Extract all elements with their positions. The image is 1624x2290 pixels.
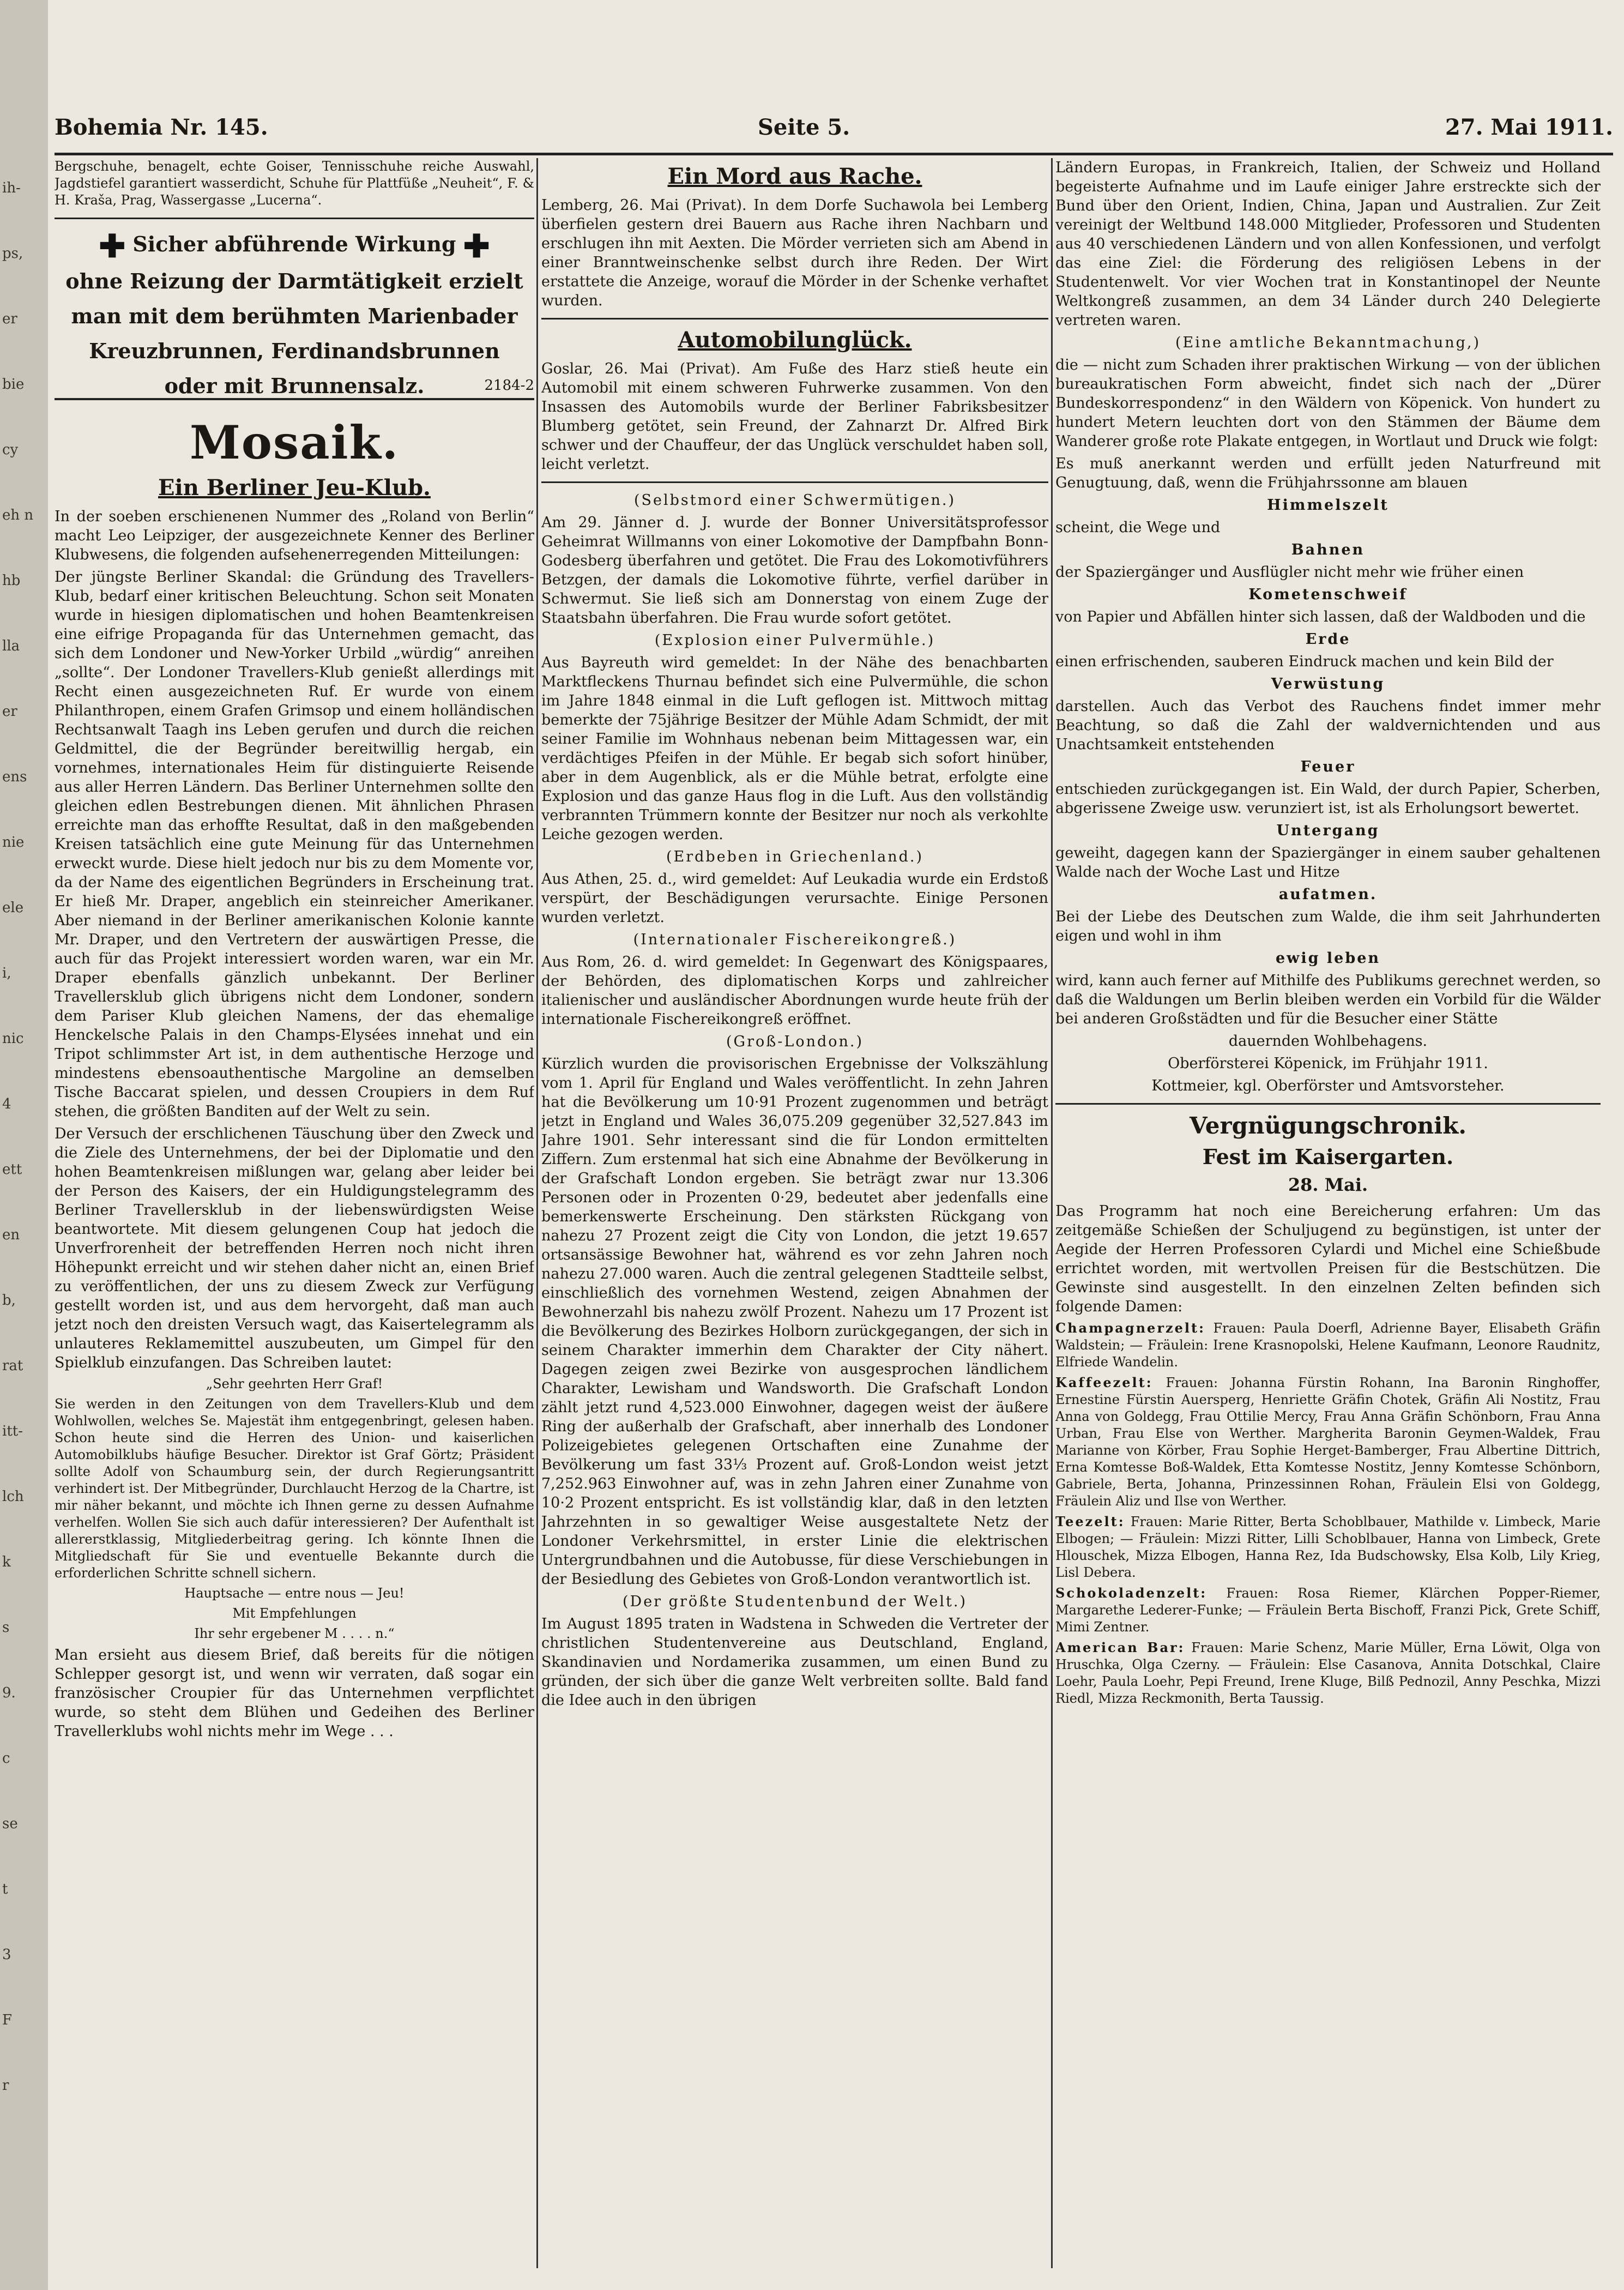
ad-line: oder mit Brunnensalz. bbox=[164, 373, 425, 398]
news-items bbox=[541, 491, 1048, 1710]
article-title: Automobilunglück. bbox=[678, 327, 912, 353]
letter-line: Mit Empfehlungen bbox=[232, 1605, 357, 1621]
paragraph: Kürzlich wurden die provisorischen Ergebnisse der Volkszählung vom 1. April für England und Wales veröffentlicht. In zehn Jahren hat die Bevölkerung um 10·91 Prozent zugenommen und beträgt jetzt in England und Wales 36,075.209 gegenüber 32,527.843 im Jahre 1901. Sehr interessant sind die für London ermittelten Ziffern. Zum erstenmal hat sich eine Abnahme der Bevölkerung in der Grafschaft London ergeben. Sie beträgt zwar nur 13.306 Personen oder in Prozenten 0·29, bedeutet aber jedenfalls eine bemerkenswerte Erscheinung. Den stärksten Rückgang von nahezu 27 Prozent zeigt die City von London, die jetzt 19.657 ortsansässige Bewohner hat, während es vor zehn Jahren noch nahezu 27.000 waren. Auch die zentral gelegenen Stadtteile selbst, einschließlich des vornehmen Westend, zeigen Abnahmen der Bewohnerzahl bis nahezu zwölf Prozent. Nahezu um 17 Prozent ist die Bevölkerung des Bezirkes Holborn zurückgegangen, der sich in seinem Charakter immerhin dem Charakter der City nähert. Dagegen zeigen zwei Bezirke von ausgesprochen ländlichem Charakter, Lewisham und Wandsworth. Die Grafschaft London zählt jetzt rund 4,523.000 Einwohner, dagegen weist der äußere Ring der außerhalb der Grafschaft, aber innerhalb des Londoner Polizeigebietes gelegenen Ortschaften eine Zunahme der Bevölkerung um fast 33⅓ Prozent auf. Groß-London weist jetzt 7,252.963 Einwohner auf, was in zehn Jahren einer Zunahme von 10·2 Prozent entspricht. Es ist vollständig klar, daß in den letzten Jahrzehnten in so gewaltiger Weise ausgestaltete Netz der Londoner Verkehrsmittel, in erster Linie die elektrischen Untergrundbahnen und die Autobusse, für diese Verschiebungen in der Besiedlung des Gebietes von Groß-London verantwortlich ist. bbox=[541, 1056, 1048, 1588]
tent-hostesses: Frauen: Paula Doerfl, Adrienne Bayer, Elisabeth Gräfin Waldstein; — Fräulein: Irene Krasnopolski, Helene Kaufmann, Leonore Raudnitz, Elfriede Wandelin. bbox=[1055, 1321, 1601, 1370]
edge-fragment: er bbox=[2, 703, 17, 720]
paragraph: Der jüngste Berliner Skandal: die Gründung des Travellers-Klub, bedarf einer kritischen Beleuchtung. Schon seit Monaten wurde in hiesigen diplomatischen und hohen Beamtenkreisen eine eifrige Propaganda für das Unternehmen gemacht, das sich dem Londoner und New-Yorker Urbild „würdig“ anreihen „sollte“. Der Londoner Travellers-Klub genießt allerdings mit Recht einen ausgezeichneten Ruf. Er wurde von einem Philanthropen, einem Grafen Grimsop und einem holländischen Rechtsanwalt Taagh ins Leben gerufen und durch die reichen Geldmittel, die der Begründer bereitwillig hergab, ein vornehmes, internationales Heim für distinguierte Reisende aus aller Herren Ländern. Das Berliner Unternehmen sollte den gleichen edlen Bestrebungen dienen. Mit ähnlichen Phrasen erreichte man das erhoffte Resultat, daß in den maßgebenden Kreisen tatsächlich eine gute Meinung für das Unternehmen erweckt wurde. Diese hielt jedoch nur bis zu dem Momente vor, da der Name des eigentlichen Begründers in Erscheinung trat. Er hieß Mr. Draper, angeblich ein steinreicher Amerikaner. Aber niemand in der Berliner amerikanischen Kolonie kannte Mr. Draper, und den Vertretern der auswärtigen Presse, die auch für das Projekt interessiert worden waren, war ein Mr. Draper ebenfalls gänzlich unbekannt. Der Berliner Travellersklub glich übrigens nicht dem Londoner, sondern dem Pariser Klub gleichen Namens, der das ehemalige Henckelsche Palais in den Champs-Elysées innehat und ein Tripot schlimmster Art ist, in dem authentische Herzoge und mindestens ebensoauthentische Margoline an demselben Tische Baccarat spielen, und dessen Croupiers in dem Ruf stehen, die größten Banditen auf der Welt zu sein. bbox=[55, 568, 534, 1120]
ad-text: Bergschuhe, benagelt, echte Goiser, Tennisschuhe reiche Auswahl, Jagdstiefel garantiert wasserdicht, Schuhe für Plattfüße „Neuheit“, F. & H. Kraša, Prag, Wassergasse „Lucerna“. bbox=[55, 159, 534, 208]
edge-fragment: lla bbox=[2, 638, 20, 654]
item-heading: (Erdbeben in Griechenland.) bbox=[666, 848, 924, 865]
ad-line: man mit dem berühmten Marienbader bbox=[71, 303, 518, 328]
paragraph: Ländern Europas, in Frankreich, Italien, der Schweiz und Holland begeisterte Aufnahme und im Laufe einiger Jahre erstreckte sich der Bund über den Orient, Indien, China, Japan und Australien. Zur Zeit vereinigt der Weltbund 148.000 Mitglieder, Professoren und Studenten aus 40 verschiedenen Ländern und von allen Konfessionen, und verfolgt das eine Ziel: die Förderung des religiösen Lebens in der Studentenwelt. Vor vier Wochen trat in Konstantinopel der Neunte Weltkongreß zusammen, an dem 34 Länder durch 240 Delegierte vertreten waren. bbox=[1055, 159, 1601, 329]
notice-keyword: ewig leben bbox=[1275, 950, 1381, 967]
tent-name: Champagnerzelt: bbox=[1055, 1320, 1205, 1336]
article-title: Fest im Kaisergarten. bbox=[1202, 1144, 1454, 1169]
paragraph: Man ersieht aus diesem Brief, daß bereits für die nötigen Schlepper gesorgt ist, und wenn wir verraten, daß sogar ein französischer Croupier für das Unternehmen verpflichtet wurde, so steht dem Blühen und Gedeihen des Berliner Travellerklubs wohl nichts mehr im Wege . . . bbox=[55, 1646, 534, 1740]
ad-line: Sicher abführende Wirkung bbox=[132, 232, 456, 256]
edge-fragment: hb bbox=[2, 572, 21, 589]
edge-fragment: rat bbox=[2, 1358, 23, 1374]
notice-line: scheint, die Wege und bbox=[1055, 519, 1221, 536]
edge-fragment: eh n bbox=[2, 507, 34, 523]
tent-entry bbox=[1055, 1374, 1601, 1510]
paragraph: In der soeben erschienenen Nummer des „Roland von Berlin“ macht Leo Leipziger, der ausgezeichnete Kenner des Berliner Klubwesens, die folgenden aufsehenerregenden Mitteilungen: bbox=[55, 508, 534, 563]
notice-line: wird, kann auch ferner auf Mithilfe des Publikums gerechnet werden, so daß die Waldungen um Berlin bleiben werden ein Vorbild für die Wälder bei anderen Großstädten und für die Besucher einer Stätte bbox=[1055, 972, 1601, 1027]
adjacent-page-edge bbox=[0, 0, 48, 2290]
edge-fragment: 3 bbox=[2, 1946, 11, 1963]
notice-line: Bei der Liebe des Deutschen zum Walde, die ihm seit Jahrhunderten eigen und wohl in ihm bbox=[1055, 908, 1601, 944]
tent-name: Teezelt: bbox=[1055, 1514, 1125, 1529]
edge-fragment: ett bbox=[2, 1161, 22, 1178]
item-heading: (Internationaler Fischereikongreß.) bbox=[633, 931, 957, 948]
issue-number: Bohemia Nr. 145. bbox=[55, 114, 268, 140]
notice-line: einen erfrischenden, sauberen Eindruck machen und kein Bild der bbox=[1055, 653, 1554, 670]
item-heading: (Der größte Studentenbund der Welt.) bbox=[623, 1593, 967, 1610]
item-heading: (Explosion einer Pulvermühle.) bbox=[654, 632, 935, 649]
article-title: Ein Mord aus Rache. bbox=[667, 164, 922, 189]
paragraph: Lemberg, 26. Mai (Privat). In dem Dorfe Suchawola bei Lemberg überfielen gestern drei Bauern aus Rache ihren Nachbarn und erschlugen ihn mit Aexten. Die Mörder verrieten sich am Abend in einer Branntweinschenke selbst durch ihre Reden. Der Wirt erstattete die Anzeige, worauf die Mörder in der Schenke verhaftet wurden. bbox=[541, 197, 1048, 309]
ad-line: Kreuzbrunnen, Ferdinandsbrunnen bbox=[89, 338, 500, 363]
edge-fragment: ele bbox=[2, 900, 24, 916]
edge-fragment: k bbox=[2, 1554, 11, 1570]
edge-fragment: F bbox=[2, 2012, 13, 2028]
edge-fragment: r bbox=[2, 2077, 9, 2094]
edge-fragment: se bbox=[2, 1816, 18, 1832]
tent-entry bbox=[1055, 1319, 1601, 1371]
edge-fragment: t bbox=[2, 1881, 8, 1897]
edge-fragment: b, bbox=[2, 1292, 16, 1309]
ad-number: 2184-2 bbox=[484, 377, 534, 394]
section-title: Mosaik. bbox=[189, 415, 400, 469]
paragraph: Der Versuch der erschlichenen Täuschung über den Zweck und die Ziele des Unternehmens, der bei der Diplomatie und den hohen Beamtenkreisen mißlungen war, gelang aber leider bei der Person des Kaisers, der ein Huldigungstelegramm des Berliner Travellersklub in der liebenswürdigsten Weise beantwortete. Mit diesem gelungenen Coup hat jedoch die Unverfrorenheit der betreffenden Herren noch nicht ihren Höhepunkt erreicht und wir stehen daher nicht an, einen Brief zu veröffentlichen, der uns zu diesem Zweck zur Verfügung gestellt worden ist, und aus dem hervorgeht, daß man auch jetzt noch den dreisten Versuch wagt, das Kaisertelegramm als unlauteres Reklamemittel auszubeuten, um Gimpel für den Spielklub einzufangen. Das Schreiben lautet: bbox=[55, 1125, 534, 1371]
mineral-water-advertisement bbox=[55, 227, 534, 400]
section-title: Vergnügungschronik. bbox=[1190, 1112, 1466, 1139]
edge-fragment: 4 bbox=[2, 1096, 11, 1112]
divider bbox=[541, 481, 1048, 483]
notice-line: der Spaziergänger und Ausflügler nicht mehr wie früher einen bbox=[1055, 564, 1524, 581]
edge-fragment: ens bbox=[2, 769, 27, 785]
tent-entry bbox=[1055, 1584, 1601, 1636]
edge-fragment: en bbox=[2, 1227, 20, 1243]
column-3 bbox=[1055, 158, 1601, 2268]
column-rule bbox=[1051, 158, 1053, 2268]
tent-hostesses: Frauen: Marie Schenz, Marie Müller, Erna Löwit, Olga von Hruschka, Olga Czerny. — Fräulein: Else Casanova, Annita Dotschkal, Claire Loehr, Paula Loehr, Pepi Freund, Irene Kluge, Bilß Pednozil, Anny Peschka, Mizzi Riedl, Mizza Reckmonith, Berta Taussig. bbox=[1055, 1640, 1601, 1706]
edge-fragment: ps, bbox=[2, 245, 23, 262]
edge-fragment: itt- bbox=[2, 1423, 23, 1439]
edge-fragment: 9. bbox=[2, 1685, 16, 1701]
notice-line: geweiht, dagegen kann der Spaziergänger in einem sauber gehaltenen Walde nach der Woche Last und Hitze bbox=[1055, 845, 1601, 881]
tent-hostesses: Frauen: Marie Ritter, Berta Schoblbauer, Mathilde v. Limbeck, Marie Elbogen; — Fräulein: Mizzi Ritter, Lilli Schoblbauer, Hanna von Limbeck, Grete Hlouschek, Mizza Elbogen, Hanna Rez, Ida Budschowsky, Elsa Kolb, Lily Krieg, Lisl Debera. bbox=[1055, 1514, 1601, 1580]
notice-keyword: Untergang bbox=[1276, 822, 1380, 839]
ad-line: ohne Reizung der Darmtätigkeit erzielt bbox=[65, 268, 523, 293]
item-heading: (Groß-London.) bbox=[726, 1033, 864, 1050]
edge-fragment: er bbox=[2, 311, 17, 327]
notice-line: Kottmeier, kgl. Oberförster und Amtsvorsteher. bbox=[1151, 1077, 1505, 1094]
notice-line: dauernden Wohlbehagens. bbox=[1228, 1033, 1428, 1050]
letter-signature: Ihr sehr ergebener M . . . . n.“ bbox=[194, 1625, 395, 1641]
paragraph: die — nicht zum Schaden ihrer praktischen Wirkung — von der üblichen bureaukratischen Form abweicht, findet sich nach der „Dürer Bundeskorrespondenz“ in den Wäldern von Köpenick. Von hundert zu hundert Metern leuchten dort von den Stämmen der Bäume dem Wanderer große rote Plakate entgegen, in Wortlaut und Druck wie folgt: bbox=[1055, 357, 1601, 450]
column-2 bbox=[541, 158, 1048, 2268]
edge-fragment: cy bbox=[2, 442, 19, 458]
newspaper-page bbox=[48, 0, 1624, 2290]
edge-fragment: s bbox=[2, 1619, 10, 1636]
notice-keyword: Erde bbox=[1305, 631, 1351, 648]
notice-line: von Papier und Abfällen hinter sich lassen, daß der Waldboden und die bbox=[1055, 608, 1586, 625]
page-header bbox=[55, 114, 1613, 155]
paragraph: Goslar, 26. Mai (Privat). Am Fuße des Harz stieß heute ein Automobil mit einem schweren Fuhrwerke zusammen. Von den Insassen des Automobils wurde der Berliner Fabriksbesitzer Blumberg getötet, sein Freund, der Zahnarzt Dr. Alfred Birk schwer und der Chauffeur, der das Unglück verschuldet haben soll, leicht verletzt. bbox=[541, 360, 1048, 473]
column-1 bbox=[55, 158, 534, 2268]
edge-fragment: nie bbox=[2, 834, 25, 851]
paragraph: Aus Rom, 26. d. wird gemeldet: In Gegenwart des Königspaares, der Behörden, des diplomatischen Korps und zahlreicher italienischer und ausländischer Abordnungen wurde heute früh der internationale Fischereikongreß eröffnet. bbox=[541, 954, 1048, 1028]
notice-line: darstellen. Auch das Verbot des Rauchens findet immer mehr Beachtung, so daß die Zahl der waldvernichtenden und aus Unachtsamkeit entstehenden bbox=[1055, 698, 1601, 753]
ad-headline bbox=[55, 227, 534, 264]
letter-salutation: „Sehr geehrten Herr Graf! bbox=[206, 1376, 383, 1391]
paragraph: Im August 1895 traten in Wadstena in Schweden die Vertreter der christlichen Studentenvereine aus Deutschland, England, Skandinavien und Nordamerika zusammen, um einen Bund zu gründen, der sich über die ganze Welt verbreiten sollte. Bald fand die Idee auch in den übrigen bbox=[541, 1616, 1048, 1709]
page-number: Seite 5. bbox=[758, 114, 850, 140]
tent-name: Kaffeezelt: bbox=[1055, 1375, 1153, 1390]
item-heading: (Selbstmord einer Schwermütigen.) bbox=[634, 492, 956, 509]
forest-notice bbox=[1055, 454, 1601, 1095]
edge-fragment: nic bbox=[2, 1030, 24, 1047]
notice-keyword: Bahnen bbox=[1291, 541, 1365, 558]
tent-name: Schokoladenzelt: bbox=[1055, 1585, 1208, 1601]
notice-line: entschieden zurückgegangen ist. Ein Wald, der durch Papier, Scherben, abgerissene Zweige usw. verunziert ist, ist als Erholungsort bewertet. bbox=[1055, 781, 1601, 817]
paragraph: Aus Bayreuth wird gemeldet: In der Nähe des benachbarten Marktfleckens Thurnau befindet sich eine Pulvermühle, die schon im Jahre 1848 einmal in die Luft geflogen ist. Mittwoch mittag bemerkte der 75jährige Besitzer der Mühle Adam Schmidt, der mit seiner Familie im Wohnhaus nebenan beim Mittagessen war, ein verdächtiges Pfeifen in der Mühle. Er begab sich sofort hinüber, aber in dem Augenblick, als er die Mühle betrat, erfolgte eine Explosion und das ganze Haus flog in die Luft. Aus den vollständig verbrannten Trümmern konnte der Besitzer nur noch als verkohlte Leiche gezogen werden. bbox=[541, 654, 1048, 843]
column-rule bbox=[536, 158, 538, 2268]
tent-entry bbox=[1055, 1639, 1601, 1707]
notice-keyword: Kometenschweif bbox=[1248, 586, 1408, 603]
notice-keyword: Verwüstung bbox=[1271, 676, 1385, 692]
edge-fragment: i, bbox=[2, 965, 11, 981]
tent-list bbox=[1055, 1319, 1601, 1707]
notice-keyword: Feuer bbox=[1300, 758, 1356, 775]
tent-name: American Bar: bbox=[1055, 1640, 1185, 1655]
edge-fragment: ih- bbox=[2, 180, 21, 196]
item-heading: (Eine amtliche Bekanntmachung,) bbox=[1175, 334, 1481, 351]
edge-fragment: bie bbox=[2, 376, 25, 393]
cross-icon: ✚ bbox=[99, 227, 126, 265]
divider bbox=[541, 318, 1048, 320]
notice-keyword: aufatmen. bbox=[1278, 886, 1378, 903]
notice-keyword: Himmelszelt bbox=[1267, 497, 1389, 514]
event-date: 28. Mai. bbox=[1288, 1174, 1368, 1195]
letter-line: Hauptsache — entre nous — Jeu! bbox=[184, 1585, 405, 1601]
divider bbox=[1055, 1103, 1601, 1105]
paragraph: Am 29. Jänner d. J. wurde der Bonner Universitätsprofessor Geheimrat Willmanns von einer Lokomotive der Dampfbahn Bonn-Godesberg überfahren und getötet. Die Frau des Lokomotivführers Betzgen, der damals die Lokomotive führte, verfiel darüber in Schwermut. Sie ließ sich am Donnerstag von einem Zuge der Staatsbahn überfahren. Die Frau wurde sofort getötet. bbox=[541, 514, 1048, 626]
notice-line: Es muß anerkannt werden und erfüllt jeden Naturfreund mit Genugtuung, daß, wenn die Frühjahrssonne am blauen bbox=[1055, 455, 1601, 491]
shoe-advertisement bbox=[55, 158, 534, 219]
edge-fragment: lch bbox=[2, 1488, 24, 1505]
article-title: Ein Berliner Jeu-Klub. bbox=[158, 474, 431, 501]
issue-date: 27. Mai 1911. bbox=[1445, 114, 1613, 140]
tent-hostesses: Frauen: Rosa Riemer, Klärchen Popper-Riemer, Margarethe Lederer-Funke; — Fräulein Berta Bischoff, Franzi Pick, Grete Schiff, Mimi Zentner. bbox=[1055, 1586, 1601, 1635]
tent-hostesses: Frauen: Johanna Fürstin Rohann, Ina Baronin Ringhoffer, Ernestine Fürstin Auersperg, Henriette Gräfin Chotek, Gräfin Ali Nostitz, Frau Anna von Goldegg, Frau Ottilie Mercy, Frau Anna Gräfin Schönborn, Frau Anna Urban, Frau Else von Werther. Margherita Baronin Geymen-Waldek, Frau Marianne von Körber, Frau Sophie Herget-Bamberger, Frau Albertine Dittrich, Erna Komtesse Boß-Waldek, Etta Komtesse Nostitz, Jenny Komtesse Schönborn, Gabriele, Berta, Johanna, Prinzessinnen Rohan, Fräulein Elsi von Goldegg, Fräulein Aliz und Ilse von Werther. bbox=[1055, 1375, 1601, 1509]
cross-icon: ✚ bbox=[463, 227, 490, 265]
notice-line: Oberförsterei Köpenick, im Frühjahr 1911. bbox=[1168, 1055, 1488, 1072]
paragraph: Aus Athen, 25. d., wird gemeldet: Auf Leukadia wurde ein Erdstoß verspürt, der Beschädigungen verursachte. Einige Personen wurden verletzt. bbox=[541, 871, 1048, 926]
letter-body: Sie werden in den Zeitungen von dem Travellers-Klub und dem Wohlwollen, welches Se. Majestät ihm entgegenbringt, gelesen haben. Schon heute sind die Herren des Union- und kaiserlichen Automobilklubs häufige Besucher. Direktor ist Graf Görtz; Präsident sollte Adolf von Schaumburg sein, der durch Regierungsantritt verhindert ist. Der Mitbegründer, Durchlaucht Herzog de la Chartre, ist mir näher bekannt, und möchte ich Ihnen gerne zu dessen Aufnahme verhelfen. Wollen Sie sich auch dafür interessieren? Der Aufenthalt ist allererstklassig, Mitgliederbeitrag gering. Ich könnte Ihnen die Mitgliedschaft für Sie und eventuelle Bekannte durch die erforderlichen Schritte schnell sichern. bbox=[55, 1396, 534, 1581]
paragraph: Das Programm hat noch eine Bereicherung erfahren: Um das zeitgemäße Schießen der Schuljugend zu begünstigen, ist unter der Aegide der Herren Professoren Cylardi und Michel eine Schießbude errichtet worden, mit wertvollen Preisen für die Bestschützen. Die Gewinste sind ausgestellt. In den einzelnen Zelten befinden sich folgende Damen: bbox=[1055, 1203, 1601, 1315]
tent-entry bbox=[1055, 1513, 1601, 1581]
edge-fragment: c bbox=[2, 1750, 10, 1767]
